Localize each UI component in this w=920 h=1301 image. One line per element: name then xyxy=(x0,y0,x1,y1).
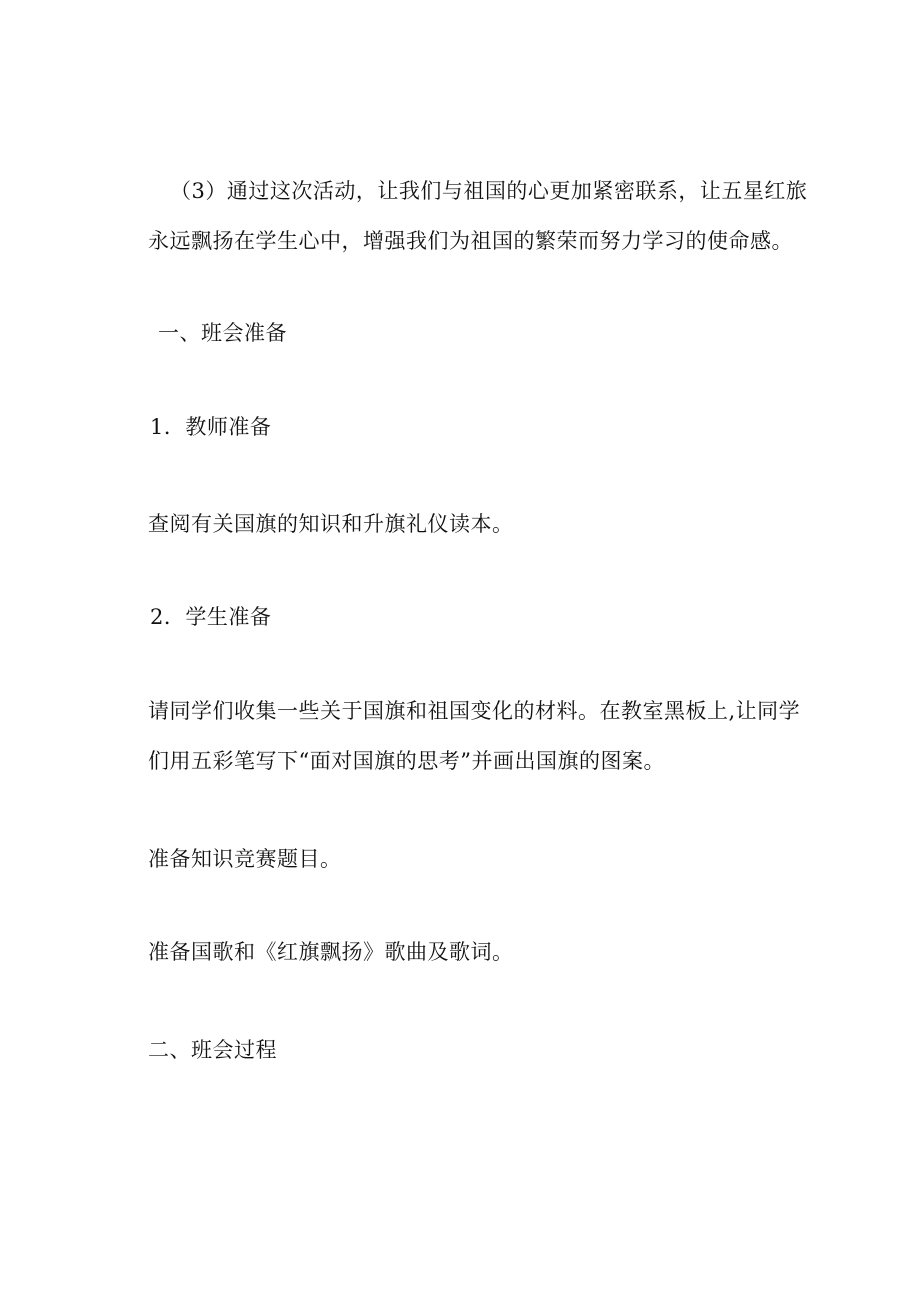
subsection-heading-teacher: 1．教师准备 xyxy=(150,415,272,439)
objective-3-line-1: （3）通过这次活动，让我们与祖国的心更加紧密联系，让五星红旅 xyxy=(170,179,808,203)
student-preparation-line-2: 们用五彩笔写下“面对国旗的思考”并画出国旗的图案。 xyxy=(148,749,665,773)
objective-3-line-2: 永远飘扬在学生心中，增强我们为祖国的繁荣而努力学习的使命感。 xyxy=(148,229,793,253)
teacher-preparation-text: 查阅有关国旗的知识和升旗礼仪读本。 xyxy=(148,512,514,536)
student-preparation-line-1: 请同学们收集一些关于国旗和祖国变化的材料。在教室黑板上,让同学 xyxy=(148,699,801,723)
song-preparation-text: 准备国歌和《红旗飘扬》歌曲及歌词。 xyxy=(148,940,514,964)
section-heading-process: 二、班会过程 xyxy=(148,1038,277,1062)
quiz-preparation-text: 准备知识竞赛题目。 xyxy=(148,847,342,871)
subsection-heading-student: 2．学生准备 xyxy=(150,605,272,629)
section-heading-preparation: 一、班会准备 xyxy=(158,321,287,345)
